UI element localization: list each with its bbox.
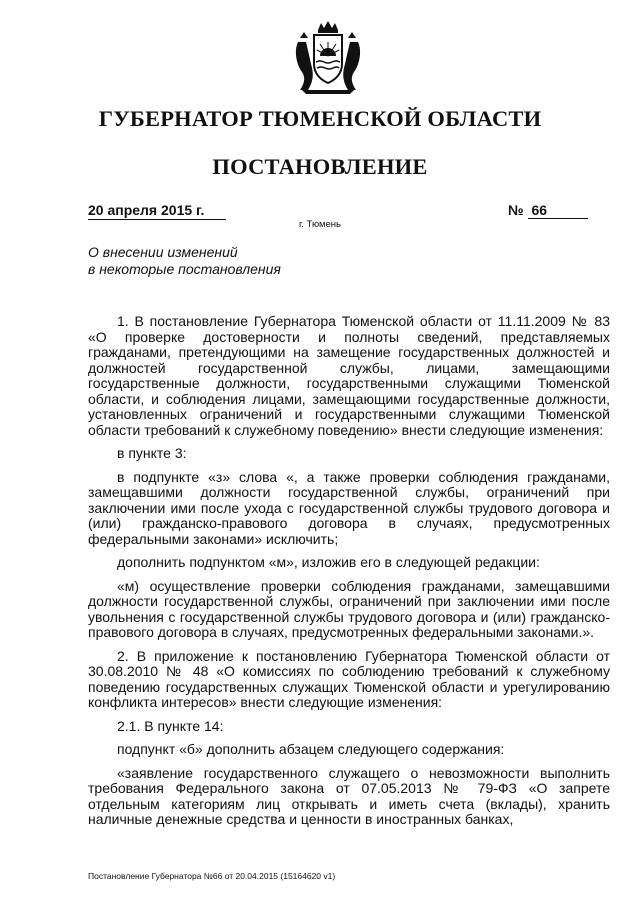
document-footer: Постановление Губернатора №66 от 20.04.2015 (15164620 v1) (88, 871, 336, 881)
body-paragraph: 1. В постановление Губернатора Тюменской области от 11.11.2009 № 83 «О проверке достоверности и полноты сведений, представляемых гражданами, претендующими на замещение государственных должностей и должностей государственной службы, лицами, замещающими государственные должности, государственными служащими Тюменской области, и соблюдения лицами, замещающими государственные должности, установленных ограничений и государственными служащими Тюменской области требований к служебному поведению» внести следующие изменения: (88, 313, 610, 438)
document-body (88, 314, 610, 836)
tyumen-region-coat-of-arms-icon (288, 20, 368, 96)
organization-title: ГУБЕРНАТОР ТЮМЕНСКОЙ ОБЛАСТИ (98, 106, 542, 131)
document-number (508, 202, 588, 219)
body-paragraph: подпункт «б» дополнить абзацем следующего содержания: (117, 741, 505, 757)
document-subject (88, 244, 281, 278)
subject-line: в некоторые постановления (88, 261, 281, 277)
body-paragraph: 2. В приложение к постановлению Губернатора Тюменской области от 30.08.2010 № 48 «О комиссиях по соблюдению требований к служебному поведению государственных служащих Тюменской области и урегулированию конфликта интересов» внести следующие изменения: (88, 647, 610, 710)
body-paragraph: в подпункте «з» слова «, а также проверки соблюдения гражданами, замещавшими должности государственной службы, ограничений при заключении ими после ухода с государственной службы трудового договора и (или) гражданско-правового договора в случаях, предусмотренных федеральными законами» исключить; (88, 468, 610, 547)
city-label: г. Тюмень (299, 219, 341, 230)
body-paragraph: «заявление государственного служащего о невозможности выполнить требования Федерального закона от 07.05.2013 № 79-ФЗ «О запрете отдельным категориям лиц открывать и иметь счета (вклады), хранить наличные денежные средства и ценности в иностранных банках, (88, 764, 610, 827)
number-label: № (508, 202, 524, 218)
number-value: 66 (528, 202, 588, 219)
document-type-title: ПОСТАНОВЛЕНИЕ (212, 154, 428, 179)
subject-line: О внесении изменений (88, 244, 238, 260)
body-paragraph: «м) осуществление проверки соблюдения гражданами, замещавшими должности государственной службы, ограничений при заключении ими после увольнения с государственной службы трудового договора и (или) гражданско-правового договора в случаях, предусмотренных федеральными законами.». (88, 577, 610, 640)
document-date: 20 апреля 2015 г. (88, 202, 226, 220)
body-paragraph: дополнить подпунктом «м», изложив его в следующей редакции: (117, 554, 540, 570)
body-paragraph: в пункте 3: (117, 445, 187, 461)
body-paragraph: 2.1. В пункте 14: (117, 717, 224, 734)
